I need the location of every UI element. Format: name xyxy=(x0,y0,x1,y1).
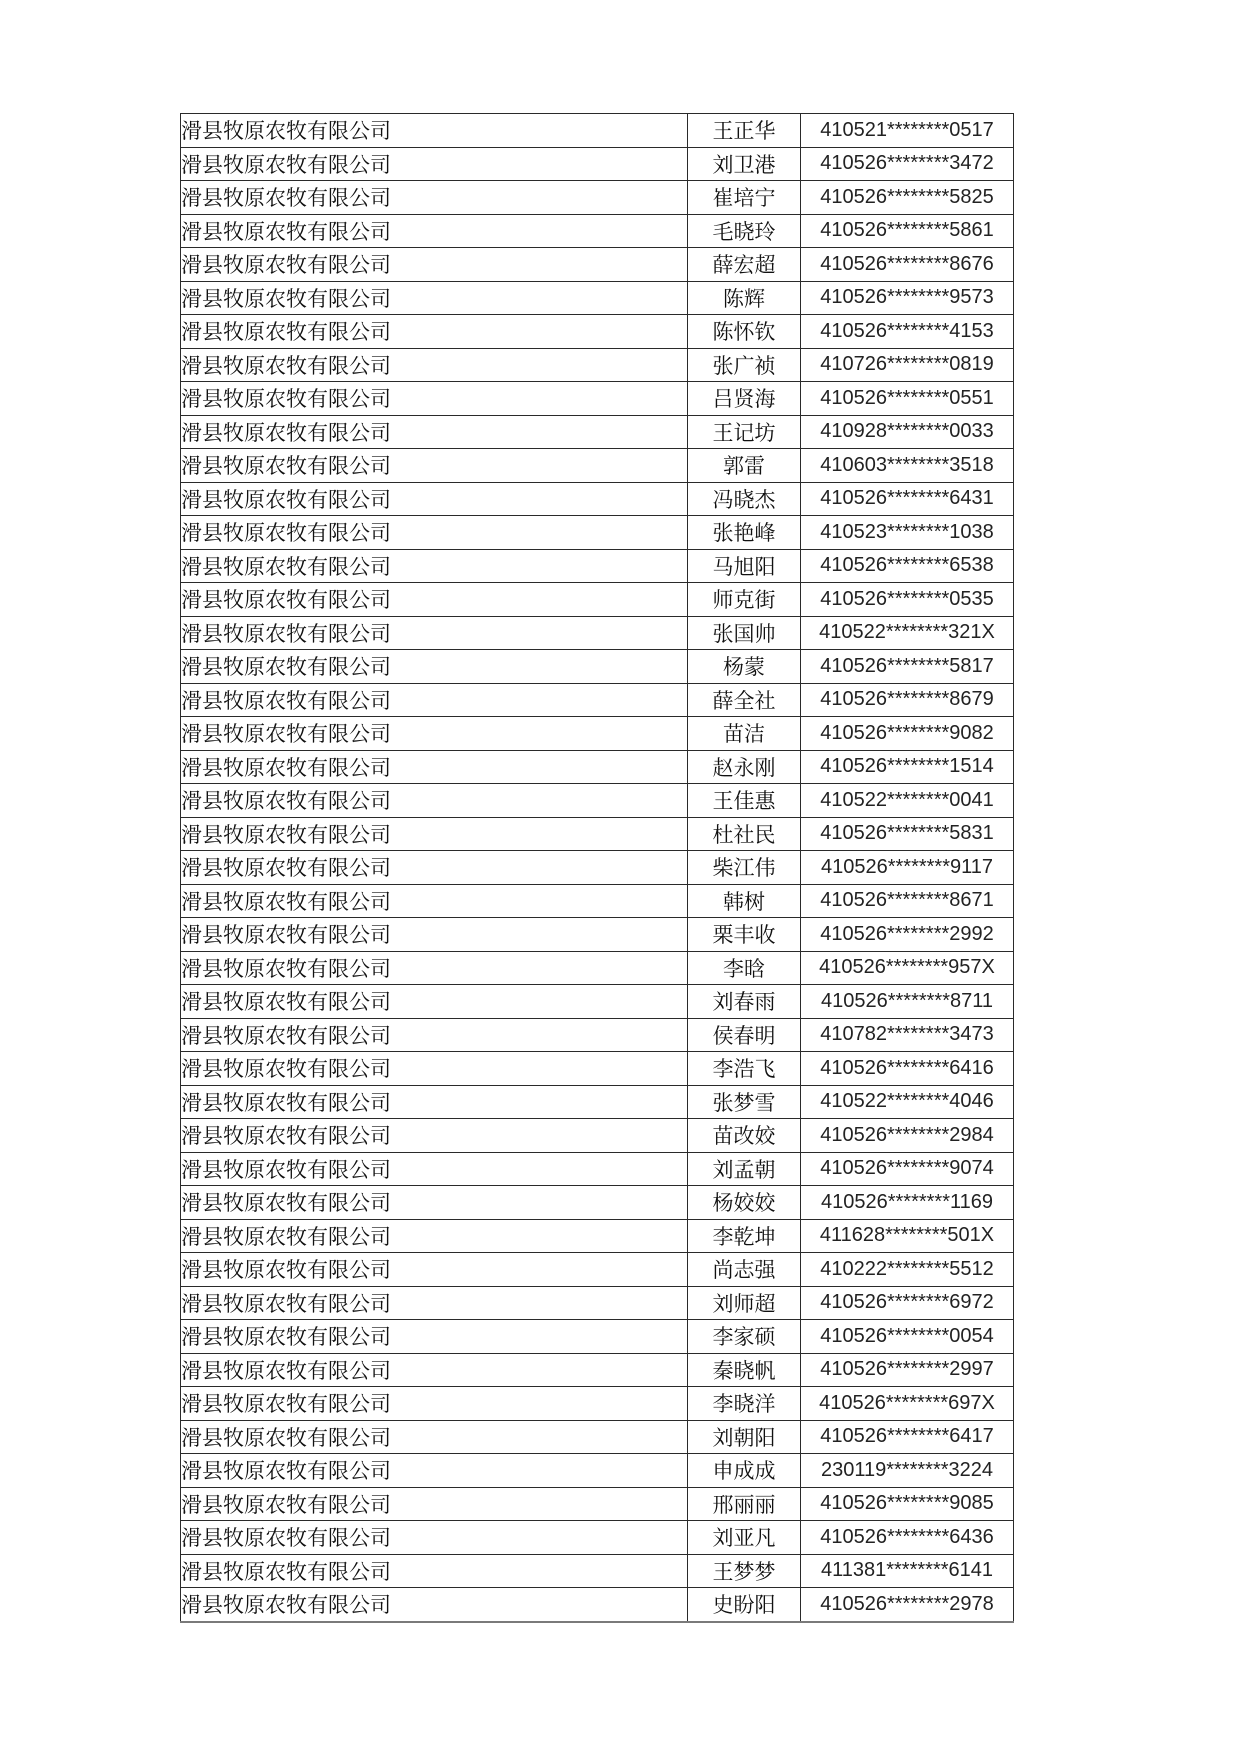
table-row xyxy=(181,1052,1014,1086)
table-row xyxy=(181,315,1014,349)
id-number-cell: 410726********0819 xyxy=(801,348,1014,382)
company-cell: 滑县牧原农牧有限公司 xyxy=(181,985,688,1019)
person-name-cell: 陈辉 xyxy=(688,281,801,315)
table-row xyxy=(181,1119,1014,1153)
company-cell: 滑县牧原农牧有限公司 xyxy=(181,248,688,282)
table-row xyxy=(181,482,1014,516)
company-cell: 滑县牧原农牧有限公司 xyxy=(181,1387,688,1421)
person-name-cell: 王正华 xyxy=(688,114,801,148)
company-cell: 滑县牧原农牧有限公司 xyxy=(181,784,688,818)
id-number-cell: 410521********0517 xyxy=(801,114,1014,148)
table-row xyxy=(181,985,1014,1019)
table-row xyxy=(181,1554,1014,1588)
id-number-cell: 410526********697X xyxy=(801,1387,1014,1421)
id-number-cell: 410526********0535 xyxy=(801,583,1014,617)
company-cell: 滑县牧原农牧有限公司 xyxy=(181,1119,688,1153)
id-number-cell: 410526********2984 xyxy=(801,1119,1014,1153)
table-row xyxy=(181,1353,1014,1387)
id-number-cell: 410526********1514 xyxy=(801,750,1014,784)
company-cell: 滑县牧原农牧有限公司 xyxy=(181,1152,688,1186)
person-name-cell: 李乾坤 xyxy=(688,1219,801,1253)
table-row xyxy=(181,1521,1014,1555)
company-cell: 滑县牧原农牧有限公司 xyxy=(181,415,688,449)
person-name-cell: 王记坊 xyxy=(688,415,801,449)
person-name-cell: 郭雷 xyxy=(688,449,801,483)
person-name-cell: 韩树 xyxy=(688,884,801,918)
table-row xyxy=(181,1018,1014,1052)
id-number-cell: 410526********9117 xyxy=(801,851,1014,885)
company-cell: 滑县牧原农牧有限公司 xyxy=(181,1588,688,1622)
table-row xyxy=(181,951,1014,985)
table-row xyxy=(181,114,1014,148)
id-number-cell: 410526********6972 xyxy=(801,1286,1014,1320)
table-row xyxy=(181,1152,1014,1186)
company-cell: 滑县牧原农牧有限公司 xyxy=(181,1454,688,1488)
person-name-cell: 刘春雨 xyxy=(688,985,801,1019)
company-cell: 滑县牧原农牧有限公司 xyxy=(181,281,688,315)
person-name-cell: 栗丰收 xyxy=(688,918,801,952)
person-name-cell: 崔培宁 xyxy=(688,181,801,215)
id-number-cell: 410526********2997 xyxy=(801,1353,1014,1387)
company-cell: 滑县牧原农牧有限公司 xyxy=(181,918,688,952)
id-number-cell: 410526********1169 xyxy=(801,1186,1014,1220)
person-name-cell: 毛晓玲 xyxy=(688,214,801,248)
person-name-cell: 张广祯 xyxy=(688,348,801,382)
table-row xyxy=(181,1085,1014,1119)
table-row xyxy=(181,348,1014,382)
person-name-cell: 柴江伟 xyxy=(688,851,801,885)
person-name-cell: 尚志强 xyxy=(688,1253,801,1287)
company-cell: 滑县牧原农牧有限公司 xyxy=(181,616,688,650)
person-name-cell: 李浩飞 xyxy=(688,1052,801,1086)
table-row xyxy=(181,750,1014,784)
id-number-cell: 410526********3472 xyxy=(801,147,1014,181)
table-row xyxy=(181,1186,1014,1220)
table-row xyxy=(181,918,1014,952)
table-row xyxy=(181,1387,1014,1421)
id-number-cell: 410526********2978 xyxy=(801,1588,1014,1622)
company-cell: 滑县牧原农牧有限公司 xyxy=(181,1085,688,1119)
person-name-cell: 吕贤海 xyxy=(688,382,801,416)
table-row xyxy=(181,516,1014,550)
company-cell: 滑县牧原农牧有限公司 xyxy=(181,1353,688,1387)
table-row xyxy=(181,248,1014,282)
person-name-cell: 薛全社 xyxy=(688,683,801,717)
table-row xyxy=(181,784,1014,818)
company-cell: 滑县牧原农牧有限公司 xyxy=(181,817,688,851)
person-name-cell: 刘卫港 xyxy=(688,147,801,181)
person-name-cell: 秦晓帆 xyxy=(688,1353,801,1387)
company-cell: 滑县牧原农牧有限公司 xyxy=(181,114,688,148)
table-row xyxy=(181,281,1014,315)
id-number-cell: 410526********957X xyxy=(801,951,1014,985)
id-number-cell: 410526********2992 xyxy=(801,918,1014,952)
table-row xyxy=(181,147,1014,181)
person-name-cell: 史盼阳 xyxy=(688,1588,801,1622)
person-name-cell: 申成成 xyxy=(688,1454,801,1488)
table-row xyxy=(181,1420,1014,1454)
person-name-cell: 刘朝阳 xyxy=(688,1420,801,1454)
person-name-cell: 马旭阳 xyxy=(688,549,801,583)
person-name-cell: 赵永刚 xyxy=(688,750,801,784)
company-cell: 滑县牧原农牧有限公司 xyxy=(181,951,688,985)
id-number-cell: 410522********321X xyxy=(801,616,1014,650)
company-cell: 滑县牧原农牧有限公司 xyxy=(181,1186,688,1220)
employee-roster-table xyxy=(180,113,1014,1623)
table-row xyxy=(181,549,1014,583)
table-row xyxy=(181,583,1014,617)
company-cell: 滑县牧原农牧有限公司 xyxy=(181,181,688,215)
id-number-cell: 410928********0033 xyxy=(801,415,1014,449)
person-name-cell: 王佳惠 xyxy=(688,784,801,818)
table-row xyxy=(181,1454,1014,1488)
person-name-cell: 杨姣姣 xyxy=(688,1186,801,1220)
id-number-cell: 410603********3518 xyxy=(801,449,1014,483)
company-cell: 滑县牧原农牧有限公司 xyxy=(181,147,688,181)
company-cell: 滑县牧原农牧有限公司 xyxy=(181,884,688,918)
person-name-cell: 李晓洋 xyxy=(688,1387,801,1421)
person-name-cell: 冯晓杰 xyxy=(688,482,801,516)
table-row xyxy=(181,382,1014,416)
company-cell: 滑县牧原农牧有限公司 xyxy=(181,851,688,885)
id-number-cell: 410526********6436 xyxy=(801,1521,1014,1555)
id-number-cell: 410522********0041 xyxy=(801,784,1014,818)
company-cell: 滑县牧原农牧有限公司 xyxy=(181,1018,688,1052)
id-number-cell: 410526********6431 xyxy=(801,482,1014,516)
company-cell: 滑县牧原农牧有限公司 xyxy=(181,750,688,784)
company-cell: 滑县牧原农牧有限公司 xyxy=(181,1521,688,1555)
company-cell: 滑县牧原农牧有限公司 xyxy=(181,516,688,550)
company-cell: 滑县牧原农牧有限公司 xyxy=(181,1554,688,1588)
company-cell: 滑县牧原农牧有限公司 xyxy=(181,1052,688,1086)
person-name-cell: 王梦梦 xyxy=(688,1554,801,1588)
person-name-cell: 李家硕 xyxy=(688,1320,801,1354)
table-row xyxy=(181,449,1014,483)
table-row xyxy=(181,415,1014,449)
company-cell: 滑县牧原农牧有限公司 xyxy=(181,717,688,751)
person-name-cell: 刘孟朝 xyxy=(688,1152,801,1186)
person-name-cell: 苗洁 xyxy=(688,717,801,751)
id-number-cell: 411628********501X xyxy=(801,1219,1014,1253)
person-name-cell: 张艳峰 xyxy=(688,516,801,550)
table-row xyxy=(181,181,1014,215)
company-cell: 滑县牧原农牧有限公司 xyxy=(181,1420,688,1454)
table-row xyxy=(181,616,1014,650)
company-cell: 滑县牧原农牧有限公司 xyxy=(181,1286,688,1320)
id-number-cell: 410526********8671 xyxy=(801,884,1014,918)
company-cell: 滑县牧原农牧有限公司 xyxy=(181,382,688,416)
table-row xyxy=(181,650,1014,684)
id-number-cell: 410526********8679 xyxy=(801,683,1014,717)
company-cell: 滑县牧原农牧有限公司 xyxy=(181,214,688,248)
table-row xyxy=(181,1320,1014,1354)
id-number-cell: 410526********8676 xyxy=(801,248,1014,282)
company-cell: 滑县牧原农牧有限公司 xyxy=(181,1253,688,1287)
table-row xyxy=(181,1487,1014,1521)
table-row xyxy=(181,1286,1014,1320)
company-cell: 滑县牧原农牧有限公司 xyxy=(181,348,688,382)
person-name-cell: 侯春明 xyxy=(688,1018,801,1052)
company-cell: 滑县牧原农牧有限公司 xyxy=(181,482,688,516)
person-name-cell: 薛宏超 xyxy=(688,248,801,282)
person-name-cell: 刘师超 xyxy=(688,1286,801,1320)
company-cell: 滑县牧原农牧有限公司 xyxy=(181,650,688,684)
table-row xyxy=(181,851,1014,885)
id-number-cell: 410526********6417 xyxy=(801,1420,1014,1454)
id-number-cell: 410526********5831 xyxy=(801,817,1014,851)
id-number-cell: 410522********4046 xyxy=(801,1085,1014,1119)
company-cell: 滑县牧原农牧有限公司 xyxy=(181,1219,688,1253)
person-name-cell: 邢丽丽 xyxy=(688,1487,801,1521)
person-name-cell: 师克街 xyxy=(688,583,801,617)
id-number-cell: 410782********3473 xyxy=(801,1018,1014,1052)
id-number-cell: 410526********6416 xyxy=(801,1052,1014,1086)
table-row xyxy=(181,214,1014,248)
id-number-cell: 410526********9074 xyxy=(801,1152,1014,1186)
id-number-cell: 410526********0551 xyxy=(801,382,1014,416)
id-number-cell: 410526********5825 xyxy=(801,181,1014,215)
company-cell: 滑县牧原农牧有限公司 xyxy=(181,449,688,483)
id-number-cell: 410526********5861 xyxy=(801,214,1014,248)
id-number-cell: 410526********8711 xyxy=(801,985,1014,1019)
person-name-cell: 张梦雪 xyxy=(688,1085,801,1119)
id-number-cell: 410526********6538 xyxy=(801,549,1014,583)
table-row xyxy=(181,717,1014,751)
id-number-cell: 410526********9573 xyxy=(801,281,1014,315)
id-number-cell: 410526********4153 xyxy=(801,315,1014,349)
person-name-cell: 杜社民 xyxy=(688,817,801,851)
table-row xyxy=(181,884,1014,918)
id-number-cell: 410526********9085 xyxy=(801,1487,1014,1521)
company-cell: 滑县牧原农牧有限公司 xyxy=(181,315,688,349)
person-name-cell: 李晗 xyxy=(688,951,801,985)
table-row xyxy=(181,1588,1014,1622)
id-number-cell: 410523********1038 xyxy=(801,516,1014,550)
id-number-cell: 410526********0054 xyxy=(801,1320,1014,1354)
roster-table-body xyxy=(181,114,1014,1622)
company-cell: 滑县牧原农牧有限公司 xyxy=(181,1487,688,1521)
company-cell: 滑县牧原农牧有限公司 xyxy=(181,683,688,717)
id-number-cell: 230119********3224 xyxy=(801,1454,1014,1488)
table-row xyxy=(181,1253,1014,1287)
person-name-cell: 杨蒙 xyxy=(688,650,801,684)
table-row xyxy=(181,1219,1014,1253)
person-name-cell: 苗改姣 xyxy=(688,1119,801,1153)
person-name-cell: 张国帅 xyxy=(688,616,801,650)
person-name-cell: 陈怀钦 xyxy=(688,315,801,349)
id-number-cell: 410526********5817 xyxy=(801,650,1014,684)
id-number-cell: 411381********6141 xyxy=(801,1554,1014,1588)
table-row xyxy=(181,817,1014,851)
company-cell: 滑县牧原农牧有限公司 xyxy=(181,549,688,583)
person-name-cell: 刘亚凡 xyxy=(688,1521,801,1555)
company-cell: 滑县牧原农牧有限公司 xyxy=(181,1320,688,1354)
id-number-cell: 410526********9082 xyxy=(801,717,1014,751)
table-row xyxy=(181,683,1014,717)
id-number-cell: 410222********5512 xyxy=(801,1253,1014,1287)
company-cell: 滑县牧原农牧有限公司 xyxy=(181,583,688,617)
